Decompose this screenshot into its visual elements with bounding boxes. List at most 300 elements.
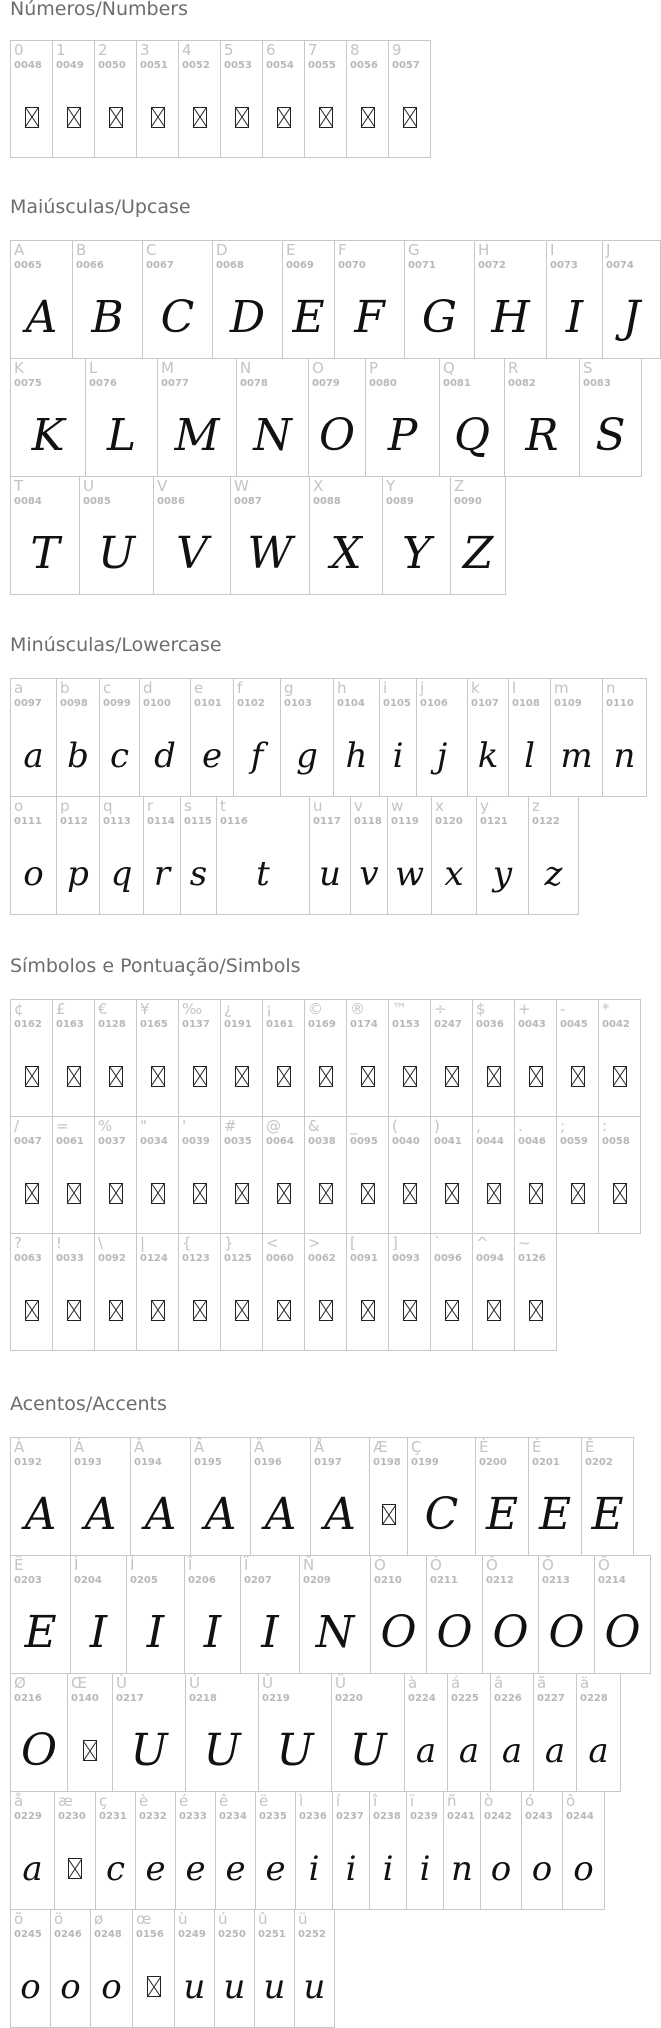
script-glyph: E: [538, 1489, 572, 1540]
glyph-cell: [309, 476, 383, 595]
script-glyph: c: [105, 1848, 126, 1889]
glyph-cell: [304, 40, 347, 158]
glyph-preview: [389, 1153, 430, 1233]
character-label: *: [602, 1000, 610, 1018]
character-code: 0034: [140, 1136, 168, 1147]
character-label: Ç: [411, 1438, 422, 1456]
script-glyph: I: [565, 292, 584, 343]
script-glyph: Y: [401, 528, 432, 579]
character-label: ¥: [140, 1000, 150, 1018]
glyph-preview: [95, 1036, 136, 1116]
glyph-preview: [603, 277, 660, 358]
script-glyph: i: [382, 1848, 394, 1889]
glyph-preview: [505, 395, 579, 476]
script-glyph: C: [424, 1489, 459, 1540]
script-glyph: K: [31, 410, 65, 461]
glyph-preview: [234, 715, 280, 796]
glyph-preview: [432, 833, 476, 914]
missing-glyph-icon: [193, 1300, 207, 1321]
character-label: =: [56, 1117, 69, 1135]
glyph-preview: [366, 395, 439, 476]
character-code: 0234: [219, 1811, 247, 1822]
character-label: .: [518, 1117, 523, 1135]
character-code: 0101: [194, 698, 222, 709]
glyph-cell: [404, 1673, 448, 1792]
character-label: Ä: [254, 1438, 265, 1456]
character-label: Œ: [71, 1674, 88, 1692]
character-code: 0090: [454, 496, 482, 507]
glyph-cell: [52, 40, 95, 158]
glyph-cell: [310, 1437, 370, 1556]
glyph-cell: [178, 40, 221, 158]
glyph-preview: [309, 395, 365, 476]
glyph-cell: [388, 1233, 431, 1351]
character-label: ™: [392, 1000, 407, 1018]
script-glyph: o: [490, 1848, 512, 1889]
glyph-cell: [602, 240, 661, 359]
character-code: 0082: [508, 378, 536, 389]
character-label: ]: [392, 1234, 398, 1252]
character-code: 0232: [139, 1811, 167, 1822]
character-label: È: [479, 1438, 489, 1456]
glyph-cell: [480, 1791, 522, 1910]
character-label: C: [146, 241, 157, 259]
script-glyph: u: [223, 1966, 246, 2007]
character-label: B: [76, 241, 87, 259]
glyph-preview: [191, 715, 233, 796]
character-code: 0085: [83, 496, 111, 507]
glyph-preview: [181, 833, 216, 914]
character-code: 0193: [74, 1457, 102, 1468]
missing-glyph-icon: [109, 107, 123, 128]
glyph-cell: [143, 796, 181, 915]
glyph-preview: [11, 833, 56, 914]
glyph-cell: [10, 1909, 51, 2028]
glyph-cell: [175, 1791, 216, 1910]
character-label: t: [220, 797, 226, 815]
script-glyph: N: [253, 410, 292, 461]
character-code: 0058: [602, 1136, 630, 1147]
glyph-grid: [10, 1437, 650, 2028]
script-glyph: O: [492, 1607, 529, 1658]
missing-glyph-icon: [193, 107, 207, 128]
character-code: 0071: [408, 260, 436, 271]
character-code: 0230: [58, 1811, 86, 1822]
glyph-preview: [431, 1153, 472, 1233]
character-code: 0246: [54, 1929, 82, 1940]
script-glyph: x: [444, 853, 464, 894]
glyph-preview: [491, 1710, 533, 1791]
glyph-row: [10, 1909, 650, 2028]
character-label: Ë: [14, 1556, 24, 1574]
glyph-cell: [10, 678, 57, 797]
glyph-cell: [332, 1791, 370, 1910]
character-label: 8: [350, 41, 360, 59]
character-code: 0120: [435, 816, 463, 827]
glyph-cell: [10, 358, 86, 477]
glyph-preview: [191, 1474, 250, 1555]
missing-glyph-icon: [613, 1066, 627, 1087]
character-label: c: [103, 679, 112, 697]
character-label: õ: [14, 1910, 24, 1928]
character-code: 0055: [308, 60, 336, 71]
script-glyph: i: [345, 1848, 357, 1889]
character-label: n: [606, 679, 616, 697]
script-glyph: I: [203, 1607, 222, 1658]
character-code: 0113: [103, 816, 131, 827]
glyph-cell: [220, 1116, 263, 1234]
glyph-cell: [482, 1555, 539, 1674]
script-glyph: k: [477, 735, 499, 776]
character-code: 0216: [14, 1693, 42, 1704]
glyph-cell: [533, 1673, 577, 1792]
character-code: 0122: [532, 816, 560, 827]
glyph-cell: [598, 1116, 641, 1234]
glyph-cell: [304, 1233, 347, 1351]
glyph-preview: [158, 395, 236, 476]
character-label: Û: [262, 1674, 273, 1692]
glyph-preview: [55, 1828, 95, 1909]
glyph-preview: [11, 1710, 67, 1791]
character-label: |: [140, 1234, 146, 1252]
character-label: }: [224, 1234, 234, 1252]
glyph-cell: [10, 240, 73, 359]
glyph-preview: [440, 395, 504, 476]
character-label: !: [56, 1234, 63, 1252]
glyph-preview: [335, 277, 404, 358]
script-glyph: s: [189, 853, 208, 894]
character-code: 0089: [386, 496, 414, 507]
character-label: ç: [99, 1792, 108, 1810]
character-code: 0198: [373, 1457, 401, 1468]
glyph-preview: [143, 277, 212, 358]
character-code: 0035: [224, 1136, 252, 1147]
character-code: 0235: [259, 1811, 287, 1822]
character-label: Ú: [189, 1674, 200, 1692]
script-glyph: u: [319, 853, 341, 894]
character-label: `: [434, 1234, 442, 1252]
character-label: 7: [308, 41, 318, 59]
character-code: 0044: [476, 1136, 504, 1147]
character-label: L: [89, 359, 98, 377]
glyph-cell: [99, 678, 140, 797]
character-code: 0209: [303, 1575, 331, 1586]
character-label: Ï: [244, 1556, 249, 1574]
character-code: 0077: [161, 378, 189, 389]
character-label: ': [182, 1117, 187, 1135]
character-label: ó: [525, 1792, 535, 1810]
glyph-cell: [407, 1437, 476, 1556]
glyph-cell: [212, 240, 283, 359]
glyph-cell: [382, 476, 451, 595]
script-glyph: O: [548, 1607, 585, 1658]
glyph-cell: [308, 358, 366, 477]
character-code: 0137: [182, 1019, 210, 1030]
missing-glyph-icon: [403, 1183, 417, 1204]
character-label: Á: [74, 1438, 85, 1456]
glyph-cell: [10, 1791, 55, 1910]
character-code: 0228: [580, 1693, 608, 1704]
glyph-preview: [310, 833, 350, 914]
script-glyph: e: [145, 1848, 166, 1889]
character-code: 0237: [336, 1811, 364, 1822]
glyph-cell: [447, 1673, 491, 1792]
character-label: V: [157, 477, 168, 495]
glyph-cell: [346, 1116, 389, 1234]
script-glyph: R: [525, 410, 559, 461]
character-label: ñ: [447, 1792, 457, 1810]
character-label: :: [602, 1117, 608, 1135]
glyph-preview: [137, 1153, 178, 1233]
glyph-preview: [371, 1592, 426, 1673]
character-label: œ: [136, 1910, 152, 1928]
character-code: 0087: [234, 496, 262, 507]
glyph-preview: [431, 1270, 472, 1350]
glyph-preview: [515, 1153, 556, 1233]
character-label: %: [98, 1117, 113, 1135]
character-label: 0: [14, 41, 24, 59]
script-glyph: e: [225, 1848, 246, 1889]
character-code: 0213: [542, 1575, 570, 1586]
missing-glyph-icon: [25, 1300, 39, 1321]
character-code: 0053: [224, 60, 252, 71]
missing-glyph-icon: [361, 1300, 375, 1321]
glyph-cell: [594, 1555, 651, 1674]
character-code: 0092: [98, 1253, 126, 1264]
character-code: 0225: [451, 1693, 479, 1704]
missing-glyph-icon: [361, 1066, 375, 1087]
character-label: Ù: [116, 1674, 127, 1692]
glyph-preview: [281, 715, 333, 796]
glyph-preview: [57, 833, 99, 914]
script-glyph: d: [154, 735, 176, 776]
glyph-preview: [11, 1828, 54, 1909]
missing-glyph-icon: [319, 1300, 333, 1321]
character-label: y: [480, 797, 489, 815]
character-label: Q: [443, 359, 455, 377]
glyph-cell: [262, 40, 305, 158]
missing-glyph-icon: [277, 107, 291, 128]
script-glyph: O: [436, 1607, 473, 1658]
script-glyph: o: [23, 853, 44, 894]
glyph-cell: [538, 1555, 595, 1674]
glyph-preview: [599, 1153, 640, 1233]
character-code: 0052: [182, 60, 210, 71]
glyph-cell: [136, 40, 179, 158]
character-code: 0236: [299, 1811, 327, 1822]
character-label: $: [476, 1000, 486, 1018]
script-glyph: E: [292, 292, 325, 343]
glyph-cell: [90, 1909, 133, 2028]
character-label: Ì: [74, 1556, 79, 1574]
missing-glyph-icon: [151, 1300, 165, 1321]
character-code: 0227: [537, 1693, 565, 1704]
character-code: 0037: [98, 1136, 126, 1147]
glyph-row: [10, 1673, 650, 1792]
glyph-cell: [476, 796, 529, 915]
character-code: 0033: [56, 1253, 84, 1264]
character-label: g: [284, 679, 294, 697]
character-label: N: [240, 359, 252, 377]
character-label: ®: [350, 1000, 365, 1018]
glyph-preview: [351, 833, 387, 914]
character-label: @: [266, 1117, 281, 1135]
glyph-preview: [11, 513, 79, 594]
script-glyph: o: [20, 1966, 41, 2007]
glyph-cell: [233, 678, 281, 797]
script-glyph: V: [176, 528, 208, 579]
glyph-preview: [577, 1710, 620, 1791]
glyph-cell: [126, 1555, 185, 1674]
glyph-cell: [546, 240, 603, 359]
glyph-cell: [178, 999, 221, 1117]
character-label: d: [143, 679, 153, 697]
glyph-cell: [365, 358, 440, 477]
glyph-cell: [299, 1555, 371, 1674]
glyph-cell: [255, 1791, 296, 1910]
glyph-cell: [56, 796, 100, 915]
character-code: 0114: [147, 816, 175, 827]
character-code: 0252: [298, 1929, 326, 1940]
glyph-preview: [11, 395, 85, 476]
script-glyph: i: [392, 735, 404, 776]
glyph-preview: [305, 1036, 346, 1116]
glyph-preview: [179, 1036, 220, 1116]
character-code: 0250: [218, 1929, 246, 1940]
character-label: P: [369, 359, 379, 377]
character-code: 0247: [434, 1019, 462, 1030]
script-glyph: A: [25, 292, 58, 343]
glyph-preview: [11, 1946, 50, 2027]
glyph-cell: [132, 1909, 175, 2028]
missing-glyph-icon: [382, 1504, 396, 1525]
glyph-cell: [472, 999, 515, 1117]
script-glyph: E: [485, 1489, 519, 1540]
glyph-cell: [136, 999, 179, 1117]
glyph-cell: [258, 1673, 332, 1792]
character-code: 0125: [224, 1253, 252, 1264]
missing-glyph-icon: [277, 1183, 291, 1204]
character-code: 0163: [56, 1019, 84, 1030]
glyph-cell: [180, 796, 217, 915]
glyph-preview: [334, 715, 379, 796]
character-code: 0074: [606, 260, 634, 271]
character-code: 0079: [312, 378, 340, 389]
glyph-preview: [557, 1153, 598, 1233]
character-label: Æ: [373, 1438, 388, 1456]
script-glyph: I: [146, 1607, 165, 1658]
glyph-cell: [304, 999, 347, 1117]
glyph-preview: [213, 277, 282, 358]
script-glyph: H: [491, 292, 530, 343]
character-code: 0231: [99, 1811, 127, 1822]
glyph-preview: [259, 1710, 331, 1791]
character-code: 0200: [479, 1457, 507, 1468]
character-label: I: [550, 241, 555, 259]
character-label: {: [182, 1234, 192, 1252]
character-code: 0042: [602, 1019, 630, 1030]
glyph-cell: [556, 999, 599, 1117]
glyph-cell: [52, 999, 95, 1117]
character-code: 0093: [392, 1253, 420, 1264]
character-code: 0048: [14, 60, 42, 71]
character-label: ¡: [266, 1000, 273, 1018]
character-code: 0039: [182, 1136, 210, 1147]
missing-glyph-icon: [403, 107, 417, 128]
character-label: >: [308, 1234, 321, 1252]
character-code: 0105: [383, 698, 411, 709]
glyph-cell: [214, 1909, 255, 2028]
character-code: 0140: [71, 1693, 99, 1704]
missing-glyph-icon: [571, 1066, 585, 1087]
glyph-cell: [431, 796, 477, 915]
missing-glyph-icon: [487, 1300, 501, 1321]
character-code: 0088: [313, 496, 341, 507]
character-code: 0195: [194, 1457, 222, 1468]
script-glyph: y: [492, 853, 513, 894]
missing-glyph-icon: [445, 1300, 459, 1321]
glyph-cell: [10, 40, 53, 158]
character-code: 0056: [350, 60, 378, 71]
glyph-preview: [515, 1270, 556, 1350]
glyph-cell: [602, 678, 647, 797]
character-code: 0115: [184, 816, 212, 827]
script-glyph: u: [263, 1966, 286, 2007]
character-label: Ê: [585, 1438, 595, 1456]
missing-glyph-icon: [193, 1066, 207, 1087]
character-code: 0106: [420, 698, 448, 709]
glyph-cell: [309, 796, 351, 915]
glyph-preview: [599, 1036, 640, 1116]
character-label: U: [83, 477, 94, 495]
glyph-cell: [70, 1437, 131, 1556]
glyph-preview: [427, 1592, 482, 1673]
glyph-cell: [190, 1437, 251, 1556]
glyph-cell: [550, 678, 603, 797]
character-label: ~: [518, 1234, 531, 1252]
character-label: T: [14, 477, 24, 495]
glyph-cell: [346, 999, 389, 1117]
glyph-preview: [263, 77, 304, 157]
glyph-preview: [144, 833, 180, 914]
character-code: 0075: [14, 378, 42, 389]
glyph-preview: [91, 1946, 132, 2027]
script-glyph: o: [101, 1966, 122, 2007]
missing-glyph-icon: [147, 1976, 161, 1997]
character-code: 0038: [308, 1136, 336, 1147]
glyph-preview: [522, 1828, 562, 1909]
glyph-preview: [95, 1153, 136, 1233]
character-label: /: [14, 1117, 20, 1135]
script-glyph: U: [276, 1725, 314, 1776]
glyph-cell: [10, 476, 80, 595]
character-label: b: [60, 679, 70, 697]
character-code: 0049: [56, 60, 84, 71]
character-code: 0103: [284, 698, 312, 709]
script-glyph: t: [256, 853, 270, 894]
character-code: 0112: [60, 816, 88, 827]
script-glyph: T: [30, 528, 60, 579]
glyph-preview: [53, 1270, 94, 1350]
script-glyph: e: [265, 1848, 286, 1889]
glyph-cell: [10, 1233, 53, 1351]
character-label: ): [434, 1117, 440, 1135]
script-glyph: D: [229, 292, 266, 343]
character-code: 0210: [374, 1575, 402, 1586]
glyph-preview: [407, 1828, 443, 1909]
glyph-preview: [217, 833, 309, 914]
glyph-cell: [528, 1437, 582, 1556]
